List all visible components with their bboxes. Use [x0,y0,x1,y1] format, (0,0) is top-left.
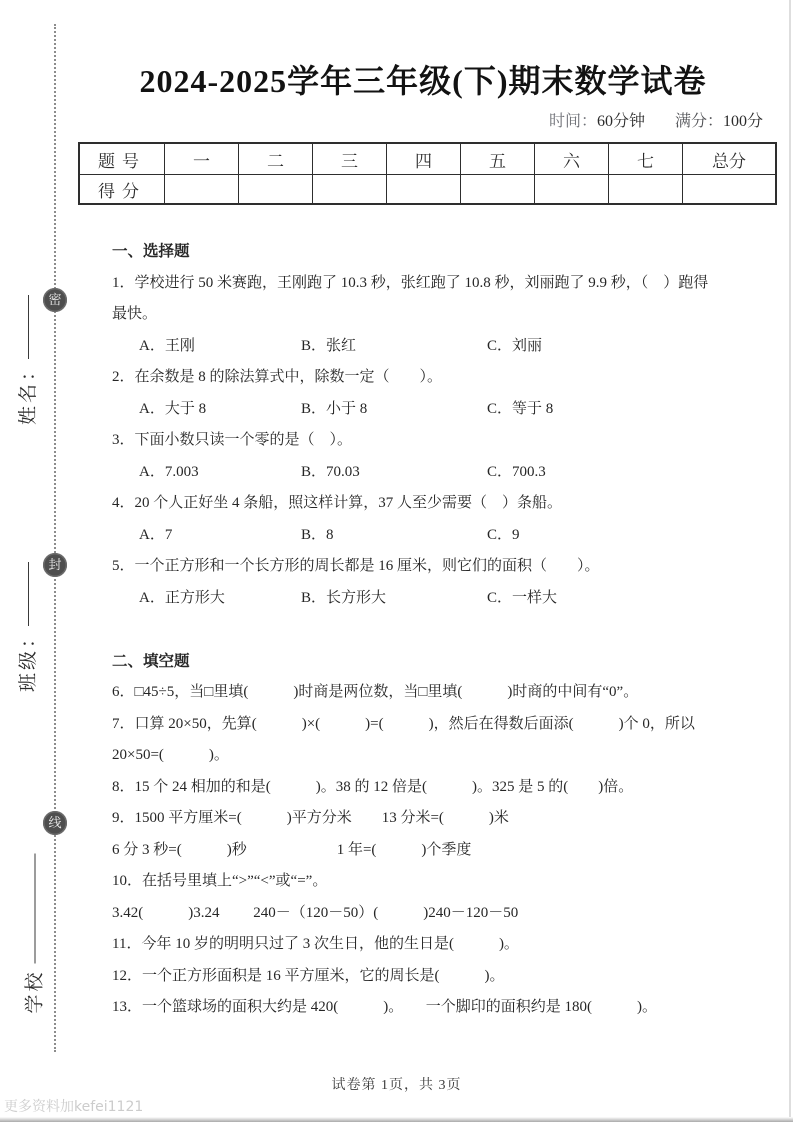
options-row [112,520,772,552]
name-blank-line [27,295,29,359]
score-value: 100分 [722,113,763,130]
question-line: 13．一个篮球场的面积大约是 420( )。 一个脚印的面积约是 180( )。 [112,999,657,1015]
option-item: C．等于 8 [487,400,554,417]
school-field [24,829,48,1014]
question-line: 3.42( )3.24 240－（120－50）( )240－120－50 [112,904,519,921]
score-cell [165,175,239,205]
question-line: 3．下面小数只读一个零的是（ ）。 [112,432,353,448]
score-col-2: 二 [239,143,313,175]
option-item: C．700.3 [487,463,546,480]
option-item: C．一样大 [487,589,558,606]
score-col-7: 七 [609,143,683,175]
question-line: 9．1500 平方厘米=( )平方分米 13 分米=( )米 [112,810,509,826]
option-item: B．长方形大 [301,589,387,606]
score-label-cell: 得分 [79,175,165,205]
name-label: 姓名： [18,358,39,425]
questions [112,236,772,1024]
school-label: 学校 [24,969,46,1014]
seal-stamp-xian: 线 [43,811,67,835]
score-col-total: 总分 [683,143,777,175]
watermark-text: 更多资料加kefei1121 [4,1099,144,1115]
class-label: 班级： [18,625,39,692]
option-item: A．王刚 [139,337,195,354]
score-cell [683,175,777,205]
seal-stamp-mi: 密 [43,288,67,312]
option-item: C．刘丽 [487,337,543,354]
option-item: B．张红 [301,337,357,354]
question-line: 5．一个正方形和一个长方形的周长都是 16 厘米，则它们的面积（ ）。 [112,558,600,574]
section-heading: 一、选择题 [112,243,190,260]
score-cell [535,175,609,205]
score-col-6: 六 [535,143,609,175]
score-col-1: 一 [165,143,239,175]
options-row [112,457,772,489]
scan-edge-bottom [0,1117,793,1122]
score-table-header-row [79,143,776,175]
option-item: A．7.003 [139,463,199,480]
score-label: 满分： [674,113,723,130]
class-blank-line [27,562,29,626]
question-line: 7．口算 20×50，先算( )×( )=( )，然后在得数后面添( )个 0，所以 [112,715,695,732]
question-line: 8．15 个 24 相加的和是( )。38 的 12 倍是( )。325 是 5 的( )倍。 [112,778,634,795]
question-line: 6．□45÷5，当□里填( )时商是两位数，当□里填( )时商的中间有“0”。 [112,684,639,700]
name-field [17,265,41,425]
score-col-5: 五 [461,143,535,175]
option-item: A．正方形大 [139,589,225,606]
score-cell [609,175,683,205]
score-col-3: 三 [313,143,387,175]
option-item: B．小于 8 [301,400,368,417]
question-line: 6 分 3 秒=( )秒 1 年=( )个季度 [112,841,472,858]
question-number-label: 题号 [79,143,165,175]
school-blank-line [34,853,36,963]
option-item: C．9 [487,526,520,543]
seal-dotted-line [54,24,56,1052]
scan-edge-right [789,0,791,1122]
seal-stamp-feng: 封 [43,553,67,577]
score-cell [387,175,461,205]
option-item: B．8 [301,526,334,543]
option-item: A．7 [139,526,173,543]
score-cell [461,175,535,205]
question-line: 1．学校进行 50 米赛跑，王刚跑了 10.3 秒，张红跑了 10.8 秒，刘丽跑了 9.9 秒，（ ）跑得 [112,274,709,291]
exam-meta [549,108,763,131]
score-table-score-row [79,175,776,205]
score-cell [239,175,313,205]
score-cell [313,175,387,205]
time-value: 60分钟 [596,113,645,130]
options-row [112,394,772,426]
option-item: A．大于 8 [139,400,207,417]
options-row [112,331,772,363]
option-item: B．70.03 [301,463,360,480]
options-row [112,583,772,615]
class-field [17,542,41,692]
score-col-4: 四 [387,143,461,175]
time-label: 时间： [548,113,597,130]
section-heading: 二、填空题 [112,652,190,670]
question-line: 2．在余数是 8 的除法算式中，除数一定（ ）。 [112,369,443,385]
question-line: 20×50=( )。 [112,747,229,763]
question-line: 10．在括号里填上“>”“<”或“=”。 [112,873,328,889]
page-number: 试卷第 1页，共 3页 [331,1078,462,1093]
score-table [78,142,777,205]
question-line: 12．一个正方形面积是 16 平方厘米，它的周长是( )。 [112,967,505,984]
question-line: 最快。 [112,306,158,322]
page-title: 2024-2025学年三年级(下)期末数学试卷 [139,63,707,99]
question-line: 4．20 个人正好坐 4 条船，照这样计算，37 人至少需要（ ）条船。 [112,495,563,511]
question-line: 11．今年 10 岁的明明只过了 3 次生日，他的生日是( )。 [112,936,519,952]
